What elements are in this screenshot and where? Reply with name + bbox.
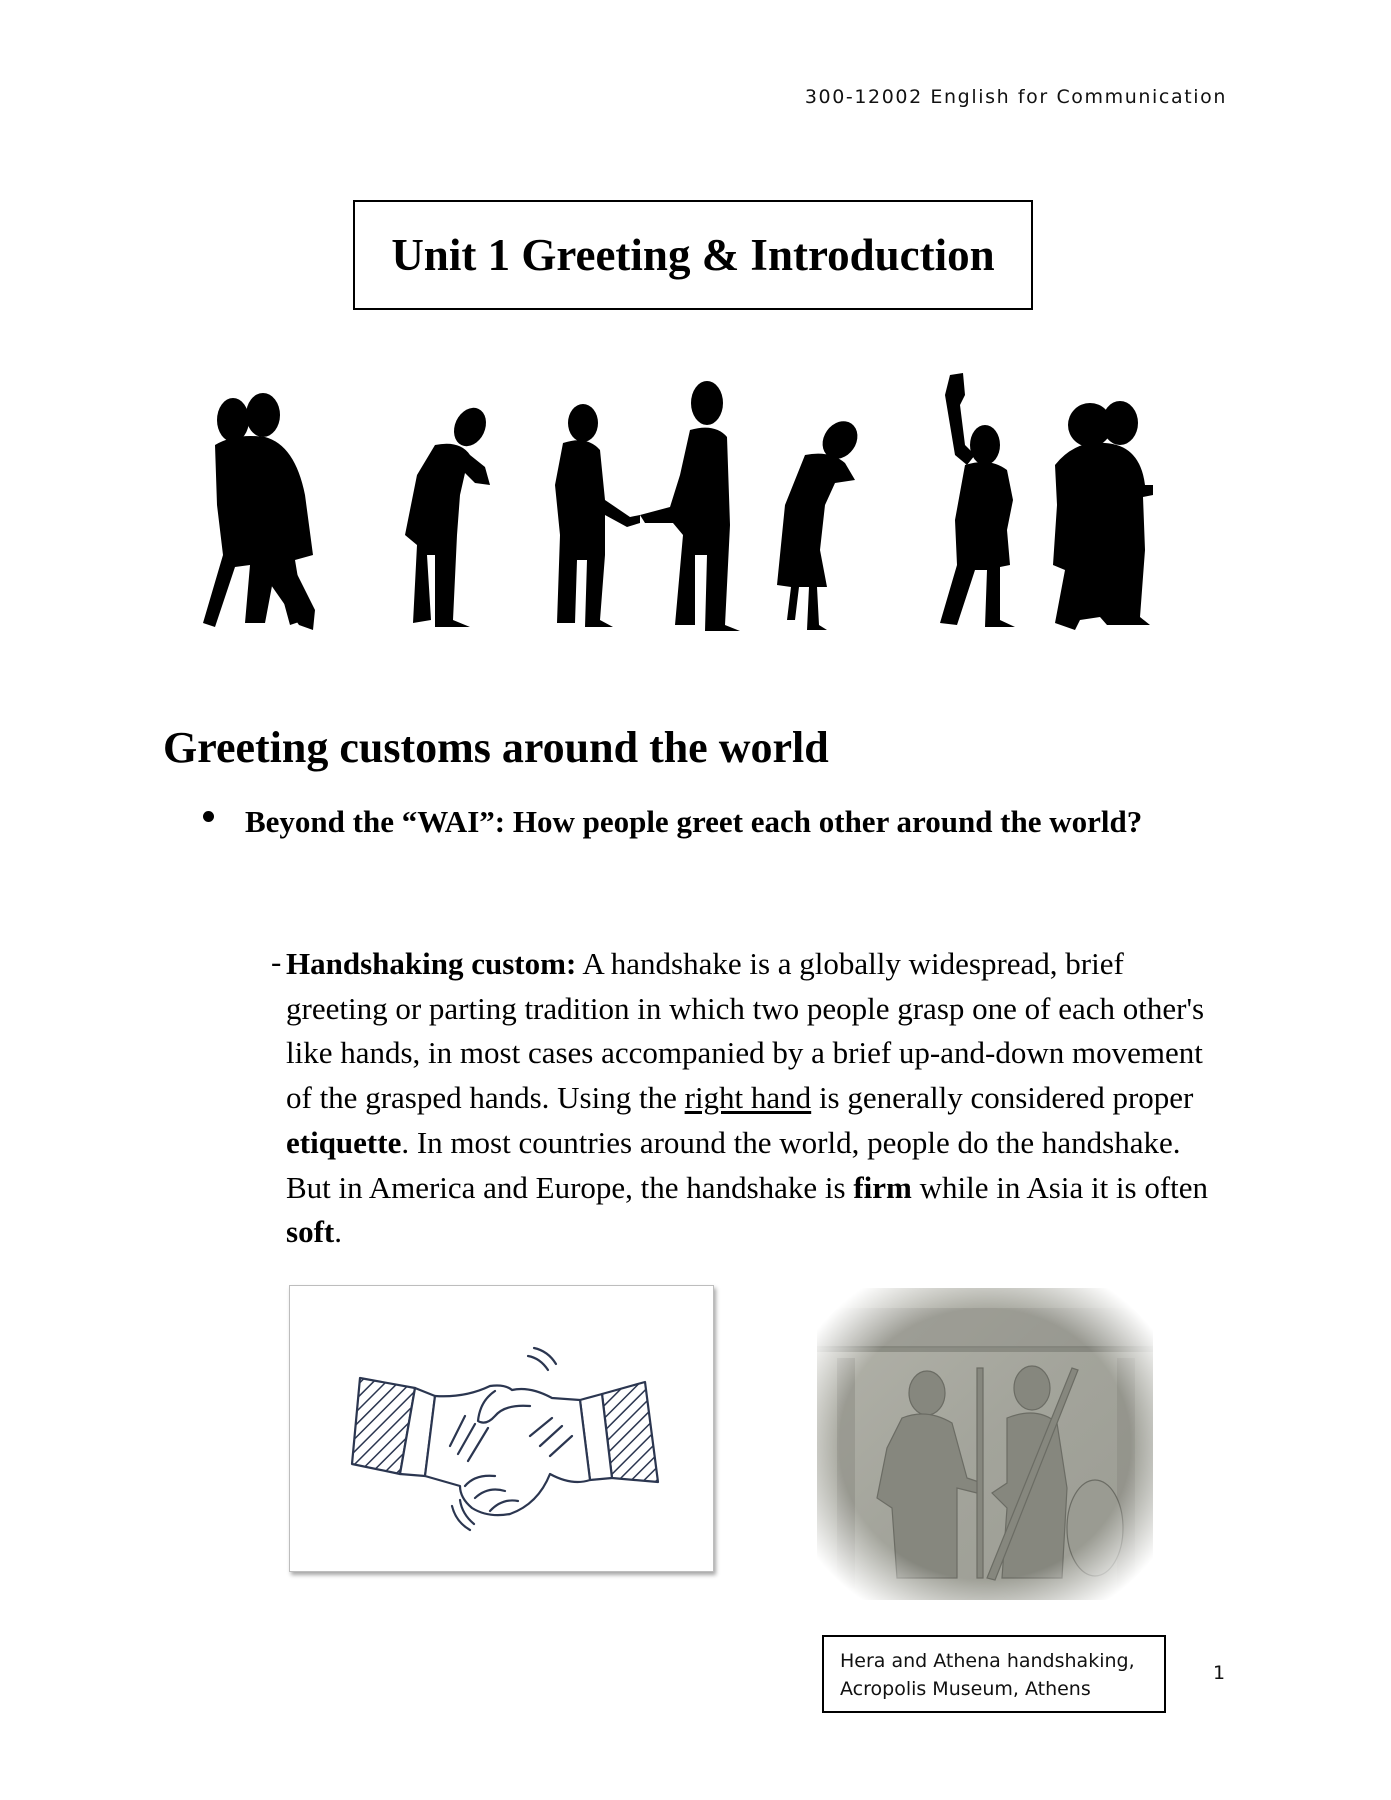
unit-title-box [353, 200, 1033, 310]
bold-soft: soft [286, 1214, 335, 1250]
underlined-right-hand: right hand [684, 1080, 812, 1116]
hera-athena-relief-image [817, 1288, 1153, 1600]
handshake-pair-silhouette [555, 381, 740, 631]
caption-line-2: Acropolis Museum, Athens [840, 1678, 1091, 1700]
course-header: 300-12002 English for Communication [804, 86, 1227, 108]
bullet-question: Beyond the “WAI”: How people greet each other around the world? [245, 804, 1143, 839]
hugging-pair-right-silhouette [1053, 401, 1153, 630]
caption-line-1: Hera and Athena handshaking, [840, 1650, 1135, 1672]
list-dash-marker: - [271, 944, 282, 979]
image-caption-box [822, 1635, 1166, 1713]
paragraph-text: is generally considered proper [811, 1080, 1194, 1116]
paragraph-text: . In most countries around the world, people do the handshake. But in America and Europe, the handshake is [286, 1124, 1181, 1205]
greeting-silhouettes-image [195, 355, 1195, 645]
page-number: 1 [1213, 1662, 1226, 1684]
wai-bow-silhouette [405, 403, 492, 627]
bold-etiquette: etiquette [286, 1124, 402, 1160]
hugging-pair-silhouette [203, 393, 315, 630]
paragraph-text: . [334, 1214, 342, 1250]
term-handshaking-custom: Handshaking custom: [286, 946, 577, 981]
bold-firm: firm [853, 1169, 912, 1205]
paragraph-text: while in Asia it is often [911, 1169, 1209, 1205]
bullet-icon [203, 811, 214, 822]
wave-silhouette [940, 373, 1015, 627]
handshake-drawing-image [289, 1285, 714, 1572]
paragraph-text: A handshake is a globally widespread, brief greeting or parting tradition in which two people grasp one of each other's like hands, in most cases accompanied by a brief up-and-down movement of the grasped hands. Using the [286, 946, 1205, 1116]
unit-title: Unit 1 Greeting & Introduction [391, 230, 995, 280]
handshaking-paragraph [286, 942, 1231, 1255]
bow-silhouette [777, 414, 865, 630]
section-heading: Greeting customs around the world [163, 723, 829, 772]
